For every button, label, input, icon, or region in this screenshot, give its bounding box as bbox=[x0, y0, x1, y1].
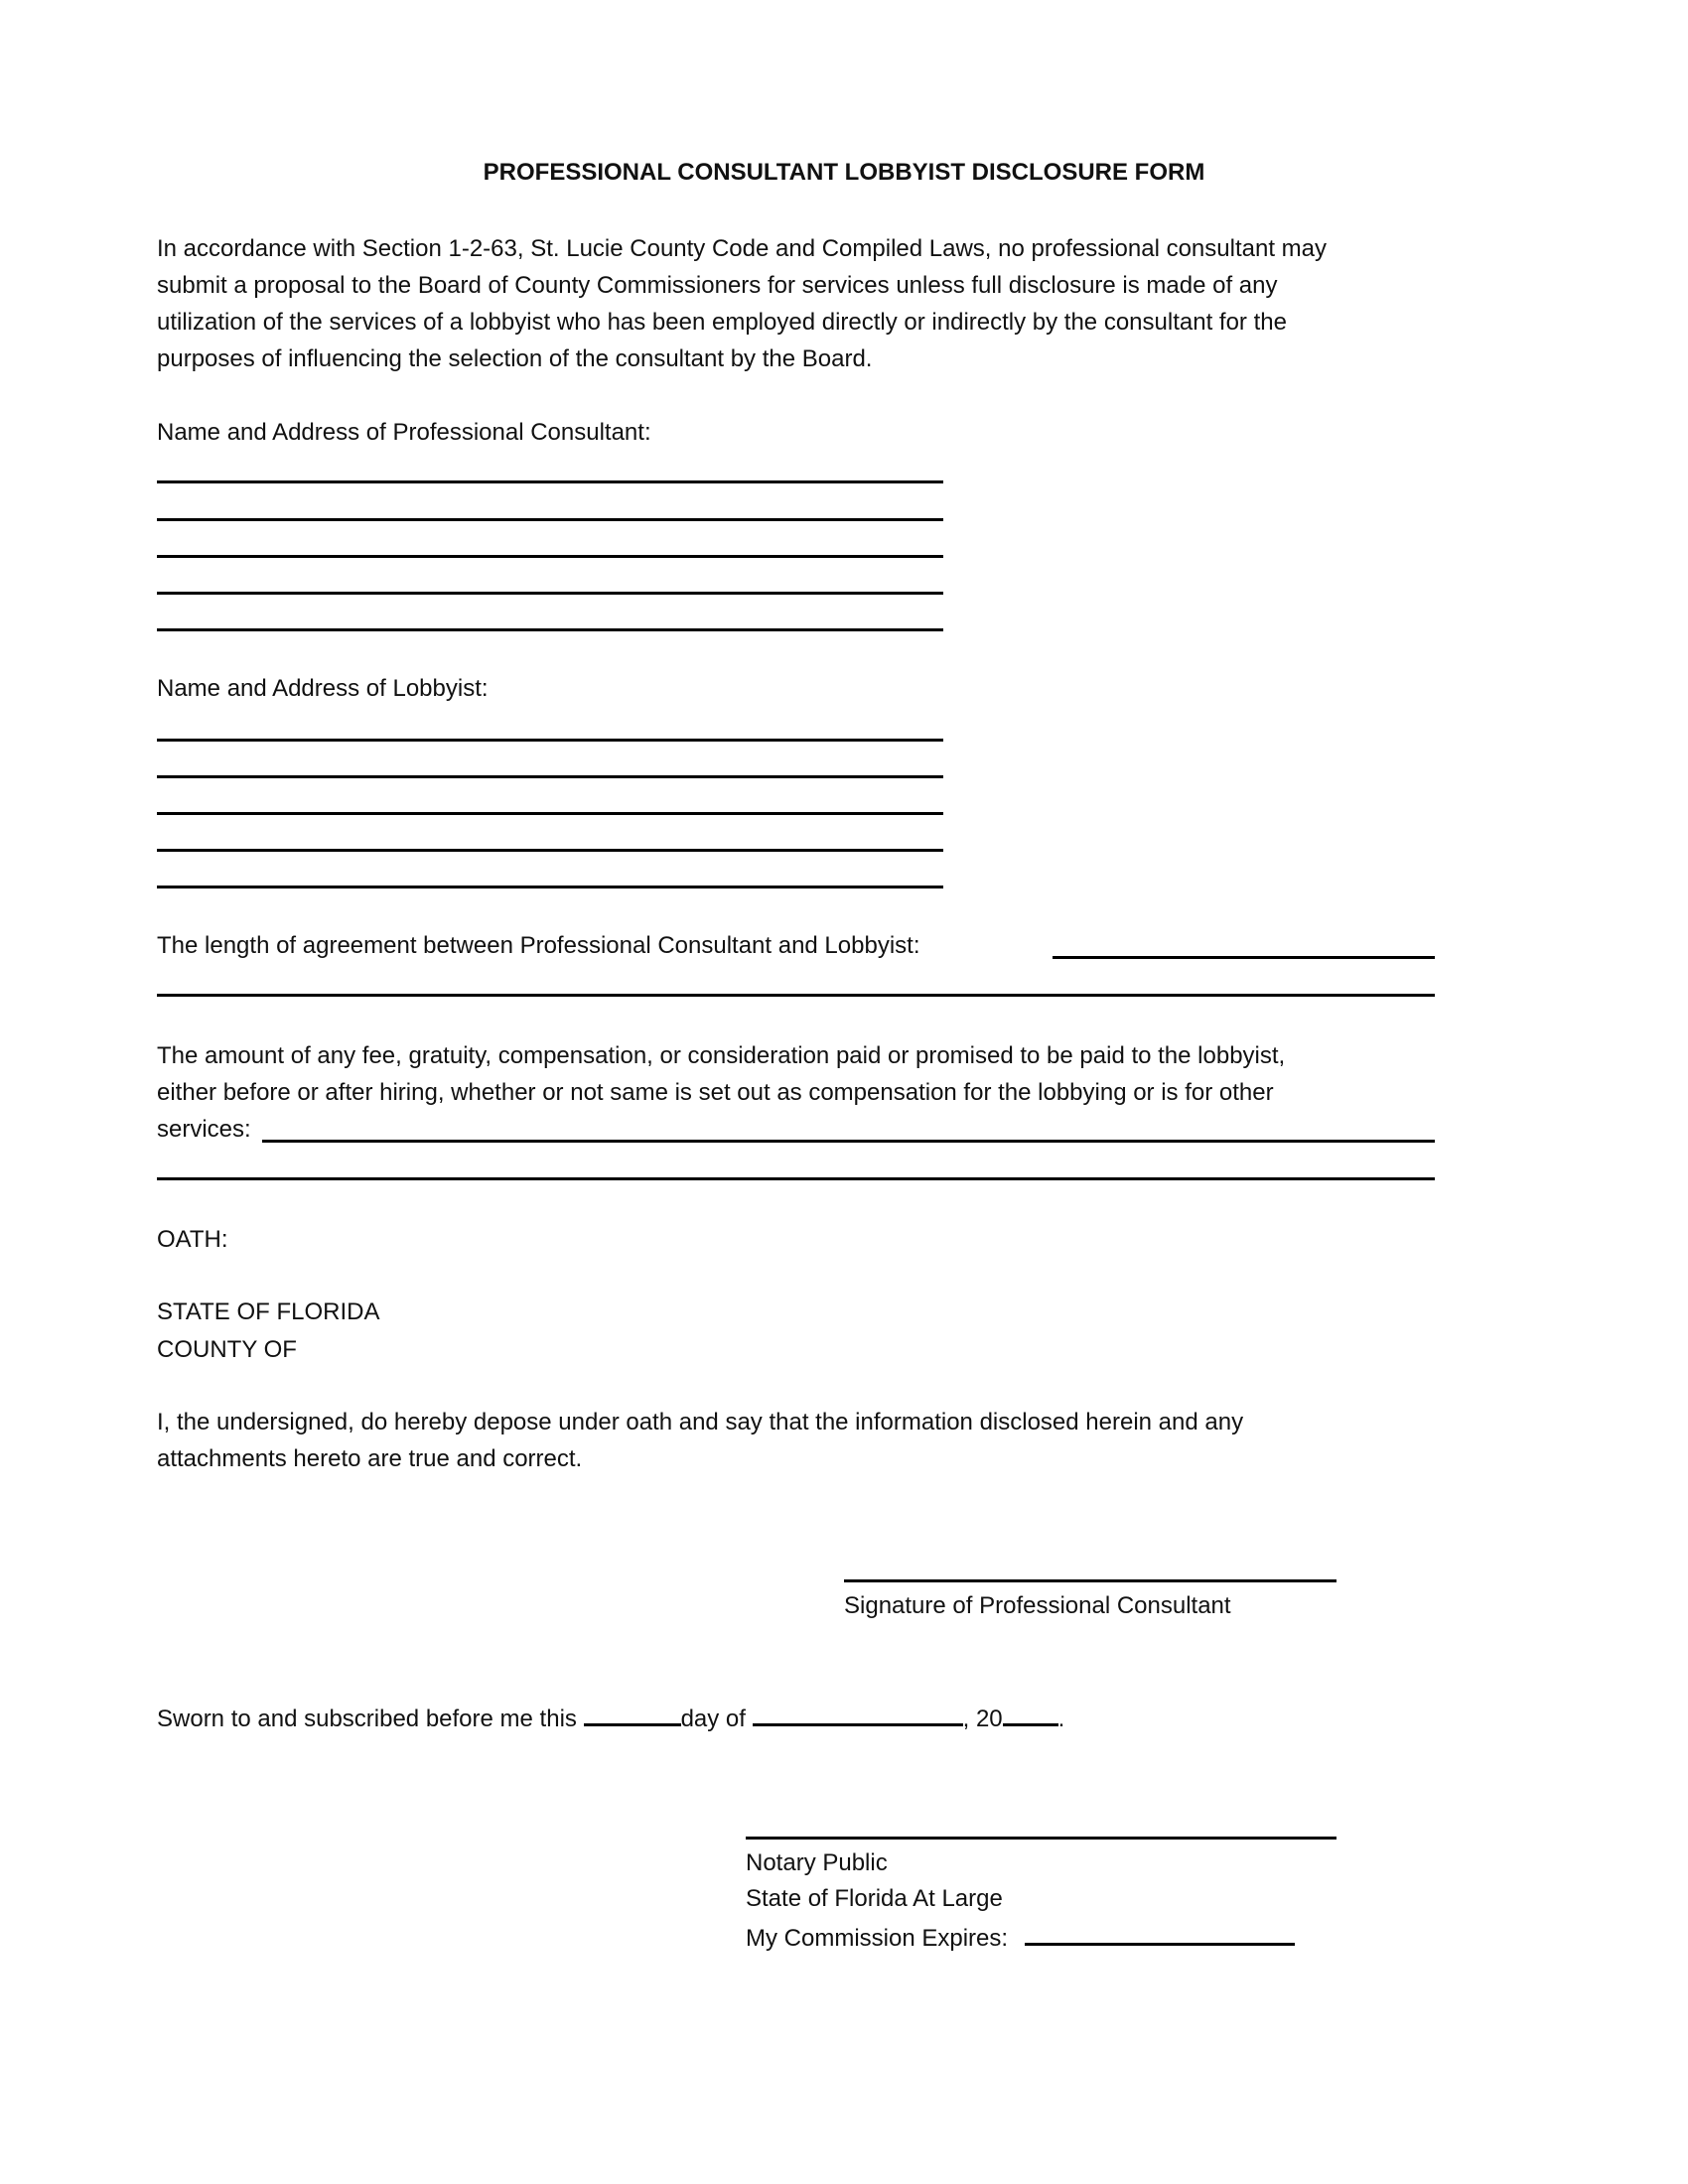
intro-line: utilization of the services of a lobbyist who has been employed directly or indirectly by the consultant for the bbox=[157, 309, 1287, 336]
period: . bbox=[1057, 1706, 1065, 1732]
consultant-line-1[interactable] bbox=[157, 480, 943, 483]
notary-state-label: State of Florida At Large bbox=[746, 1885, 1003, 1912]
intro-line: submit a proposal to the Board of County Commissioners for services unless full disclosure is made of any bbox=[157, 272, 1278, 299]
lobbyist-line-4[interactable] bbox=[157, 849, 943, 852]
commission-label: My Commission Expires: bbox=[746, 1925, 1009, 1952]
notary-public-label: Notary Public bbox=[746, 1849, 888, 1876]
length-field[interactable] bbox=[1053, 956, 1435, 959]
lobbyist-line-3[interactable] bbox=[157, 812, 943, 815]
intro-line: In accordance with Section 1-2-63, St. Lucie County Code and Compiled Laws, no professional consultant may bbox=[157, 235, 1327, 262]
length-field-line-2[interactable] bbox=[157, 994, 1435, 997]
state-label: STATE OF FLORIDA bbox=[157, 1298, 380, 1325]
consultant-line-5[interactable] bbox=[157, 628, 943, 631]
consultant-line-3[interactable] bbox=[157, 555, 943, 558]
day-of-text: day of bbox=[680, 1706, 753, 1732]
commission-expires-field[interactable] bbox=[1025, 1921, 1295, 1946]
fee-text: The amount of any fee, gratuity, compensation, or consideration paid or promised to be paid to the lobbyist, bbox=[157, 1042, 1286, 1069]
fee-text: either before or after hiring, whether or not same is set out as compensation for the lobbying or is for other bbox=[157, 1079, 1274, 1106]
year-field[interactable] bbox=[1003, 1702, 1058, 1726]
consultant-label: Name and Address of Professional Consultant: bbox=[157, 419, 651, 446]
intro-line: purposes of influencing the selection of the consultant by the Board. bbox=[157, 345, 873, 372]
consultant-line-2[interactable] bbox=[157, 518, 943, 521]
signature-line[interactable] bbox=[844, 1579, 1336, 1582]
commission-expires bbox=[746, 1921, 1295, 1954]
lobbyist-line-5[interactable] bbox=[157, 886, 943, 888]
day-field[interactable] bbox=[584, 1702, 681, 1726]
fee-text: services: bbox=[157, 1116, 251, 1143]
oath-text: I, the undersigned, do hereby depose under oath and say that the information disclosed herein and any bbox=[157, 1409, 1244, 1435]
consultant-line-4[interactable] bbox=[157, 592, 943, 595]
oath-heading: OATH: bbox=[157, 1226, 228, 1253]
lobbyist-line-2[interactable] bbox=[157, 775, 943, 778]
lobbyist-line-1[interactable] bbox=[157, 739, 943, 742]
fee-field-line-2[interactable] bbox=[157, 1177, 1435, 1180]
sworn-statement bbox=[157, 1702, 1064, 1734]
signature-label: Signature of Professional Consultant bbox=[844, 1592, 1231, 1619]
month-field[interactable] bbox=[753, 1702, 963, 1726]
page-title: PROFESSIONAL CONSULTANT LOBBYIST DISCLOSURE FORM bbox=[483, 159, 1205, 186]
fee-field[interactable] bbox=[262, 1140, 1435, 1143]
lobbyist-label: Name and Address of Lobbyist: bbox=[157, 675, 489, 702]
oath-text: attachments hereto are true and correct. bbox=[157, 1445, 583, 1472]
year-prefix: , 20 bbox=[962, 1706, 1003, 1732]
sworn-text: Sworn to and subscribed before me this bbox=[157, 1706, 584, 1732]
length-label: The length of agreement between Professional Consultant and Lobbyist: bbox=[157, 932, 920, 959]
county-label: COUNTY OF bbox=[157, 1336, 297, 1363]
notary-signature-line[interactable] bbox=[746, 1837, 1336, 1840]
